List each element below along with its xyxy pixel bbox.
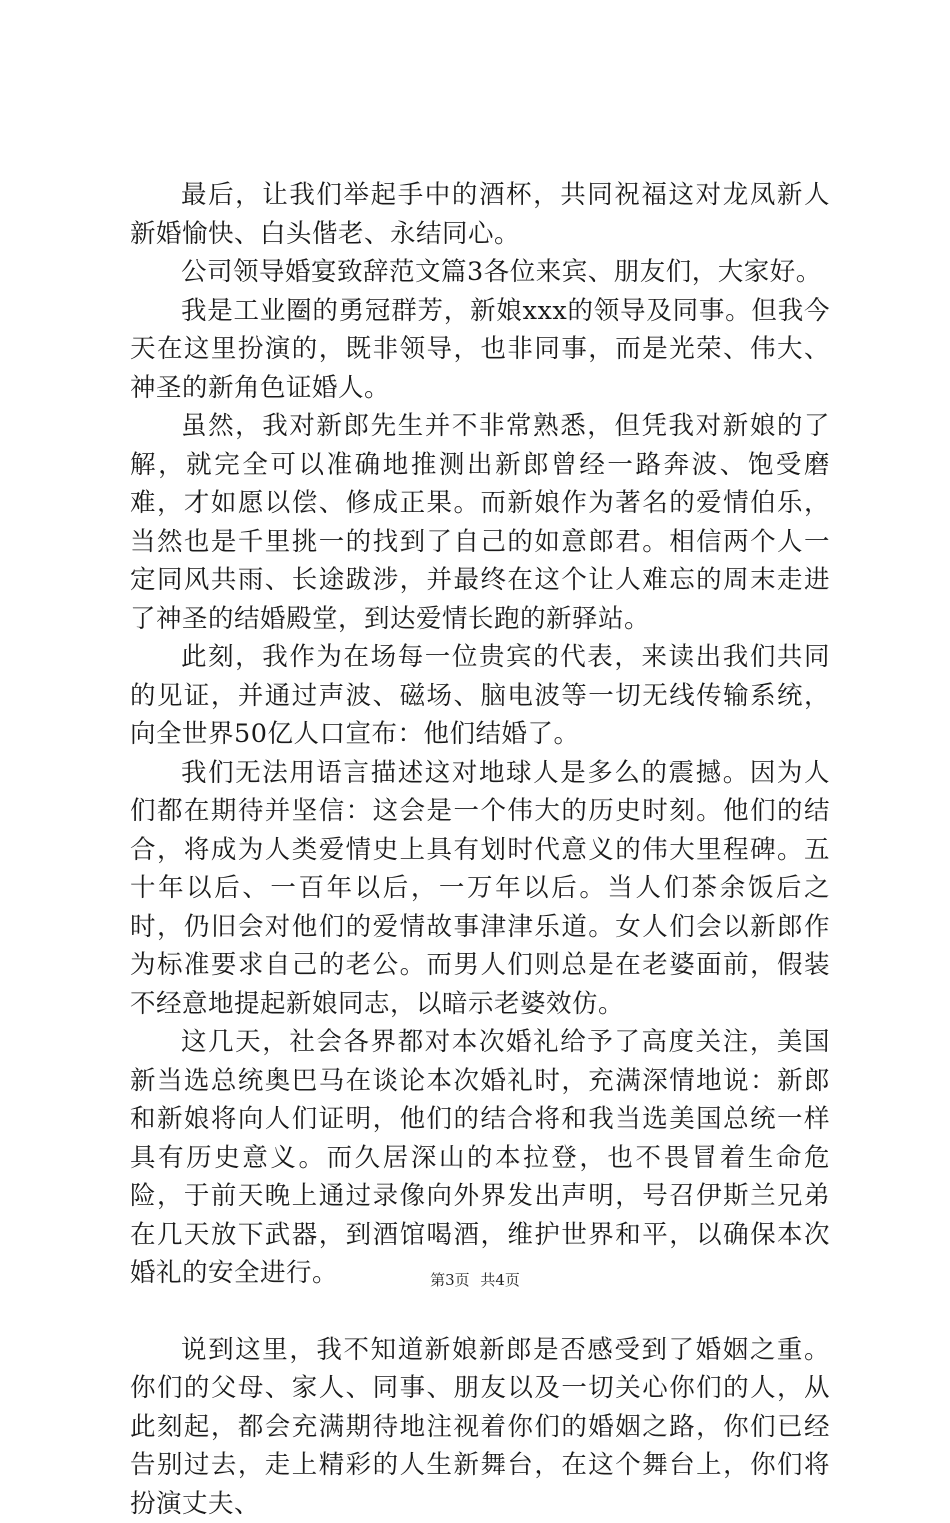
paragraph: 说到这里，我不知道新娘新郎是否感受到了婚姻之重。你们的父母、家人、同事、朋友以及一切关心你们的人，从此刻起，都会充满期待地注视着你们的婚姻之路，你们已经告别过去，走上精彩的人生新舞台，在这个舞台上，你们将扮演丈夫、 <box>130 1331 830 1523</box>
document-body <box>130 176 830 1523</box>
page-number: 第3页 <box>430 1271 470 1289</box>
paragraph: 我们无法用语言描述这对地球人是多么的震撼。因为人们都在期待并坚信：这会是一个伟大的历史时刻。他们的结合，将成为人类爱情史上具有划时代意义的伟大里程碑。五十年以后、一百年以后，一万年以后。当人们茶余饭后之时，仍旧会对他们的爱情故事津津乐道。女人们会以新郎作为标准要求自己的老公。而男人们则总是在老婆面前，假装不经意地提起新娘同志，以暗示老婆效仿。 <box>130 754 830 1024</box>
paragraph: 公司领导婚宴致辞范文篇3各位来宾、朋友们，大家好。 <box>130 253 830 292</box>
paragraph: 这几天，社会各界都对本次婚礼给予了高度关注，美国新当选总统奥巴马在谈论本次婚礼时，充满深情地说：新郎和新娘将向人们证明，他们的结合将和我当选美国总统一样具有历史意义。而久居深山的本拉登，也不畏冒着生命危险，于前天晚上通过录像向外界发出声明，号召伊斯兰兄弟在几天放下武器，到酒馆喝酒，维护世界和平，以确保本次婚礼的安全进行。 <box>130 1023 830 1293</box>
paragraph: 最后，让我们举起手中的酒杯，共同祝福这对龙凤新人新婚愉快、白头偕老、永结同心。 <box>130 176 830 253</box>
paragraph: 虽然，我对新郎先生并不非常熟悉，但凭我对新娘的了解，就完全可以准确地推测出新郎曾经一路奔波、饱受磨难，才如愿以偿、修成正果。而新娘作为著名的爱情伯乐，当然也是千里挑一的找到了自己的如意郎君。相信两个人一定同风共雨、长途跋涉，并最终在这个让人难忘的周末走进了神圣的结婚殿堂，到达爱情长跑的新驿站。 <box>130 407 830 638</box>
page-total: 共4页 <box>480 1271 520 1289</box>
paragraph: 此刻，我作为在场每一位贵宾的代表，来读出我们共同的见证，并通过声波、磁场、脑电波等一切无线传输系统，向全世界50亿人口宣布：他们结婚了。 <box>130 638 830 754</box>
paragraph: 我是工业圈的勇冠群芳，新娘xxx的领导及同事。但我今天在这里扮演的，既非领导，也非同事，而是光荣、伟大、神圣的新角色证婚人。 <box>130 292 830 408</box>
page-footer <box>0 1270 950 1290</box>
